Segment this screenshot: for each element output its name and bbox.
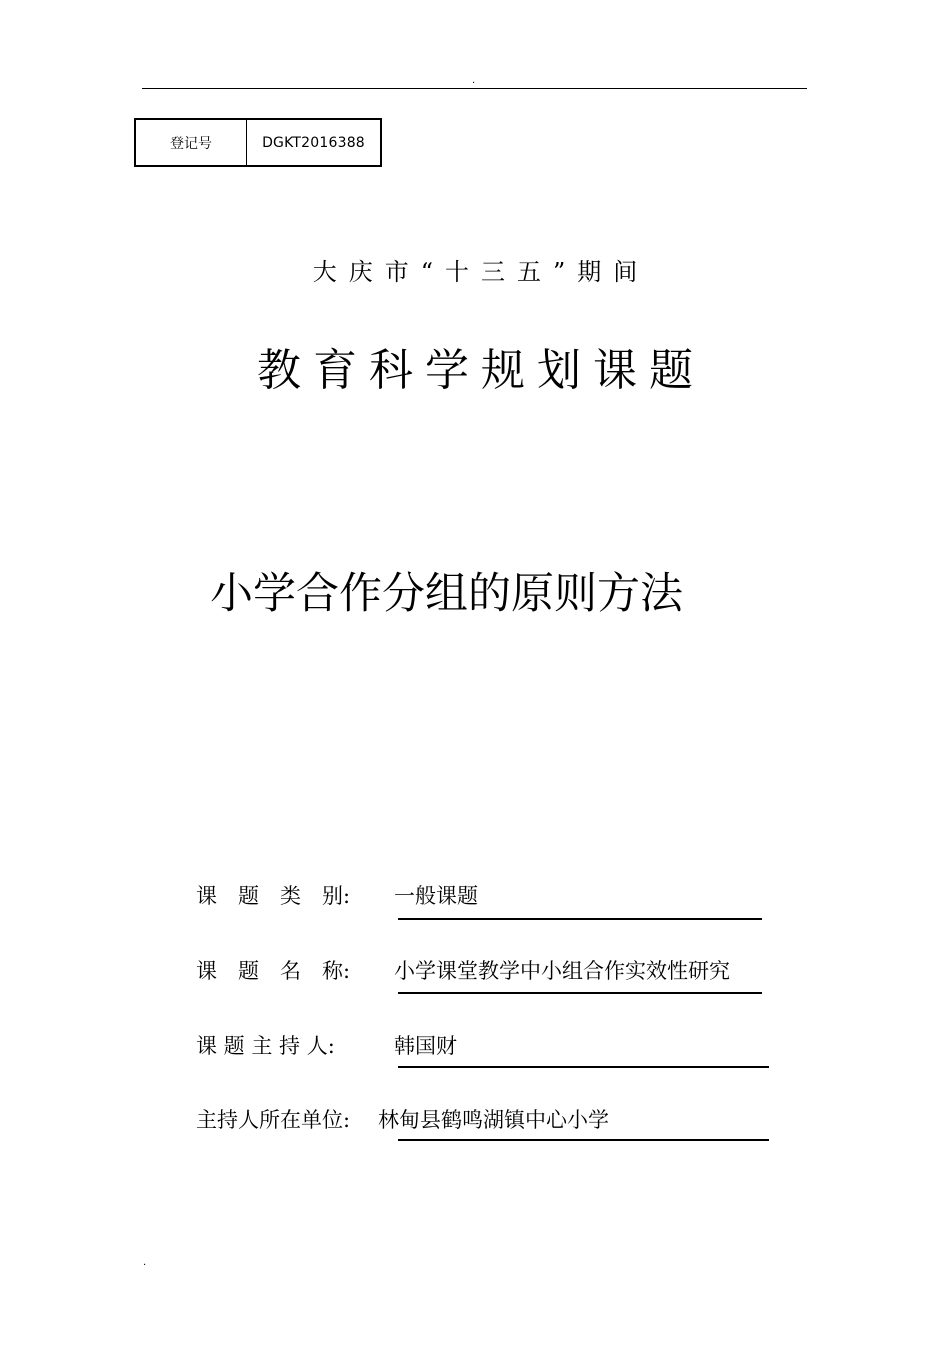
header-dot: . <box>472 75 476 86</box>
field-underline-type <box>398 918 762 920</box>
field-value-unit: 林甸县鹤鸣湖镇中心小学 <box>378 1108 609 1132</box>
field-value-name: 小学课堂教学中小组合作实效性研究 <box>394 959 730 983</box>
field-label-type: 课 题 类 别: <box>196 884 351 908</box>
field-label-host: 课 题 主 持 人: <box>196 1034 335 1058</box>
field-label-name: 课 题 名 称: <box>196 959 351 983</box>
field-label-unit: 主持人所在单位: <box>196 1108 351 1132</box>
field-underline-unit <box>398 1139 769 1141</box>
study-title: 小学合作分组的原则方法 <box>210 569 683 619</box>
registration-label: 登记号 <box>136 120 247 165</box>
field-underline-host <box>398 1066 769 1068</box>
field-value-type: 一般课题 <box>394 884 478 908</box>
footer-dot: . <box>143 1257 147 1268</box>
header-rule <box>142 88 807 89</box>
registration-number: DGKT2016388 <box>262 134 365 151</box>
field-underline-name <box>398 992 762 994</box>
title-main: 教育科学规划课题 <box>257 345 705 396</box>
registration-box <box>134 118 382 167</box>
title-period: 大庆市“十三五”期间 <box>312 258 650 286</box>
field-value-host: 韩国财 <box>394 1034 457 1058</box>
